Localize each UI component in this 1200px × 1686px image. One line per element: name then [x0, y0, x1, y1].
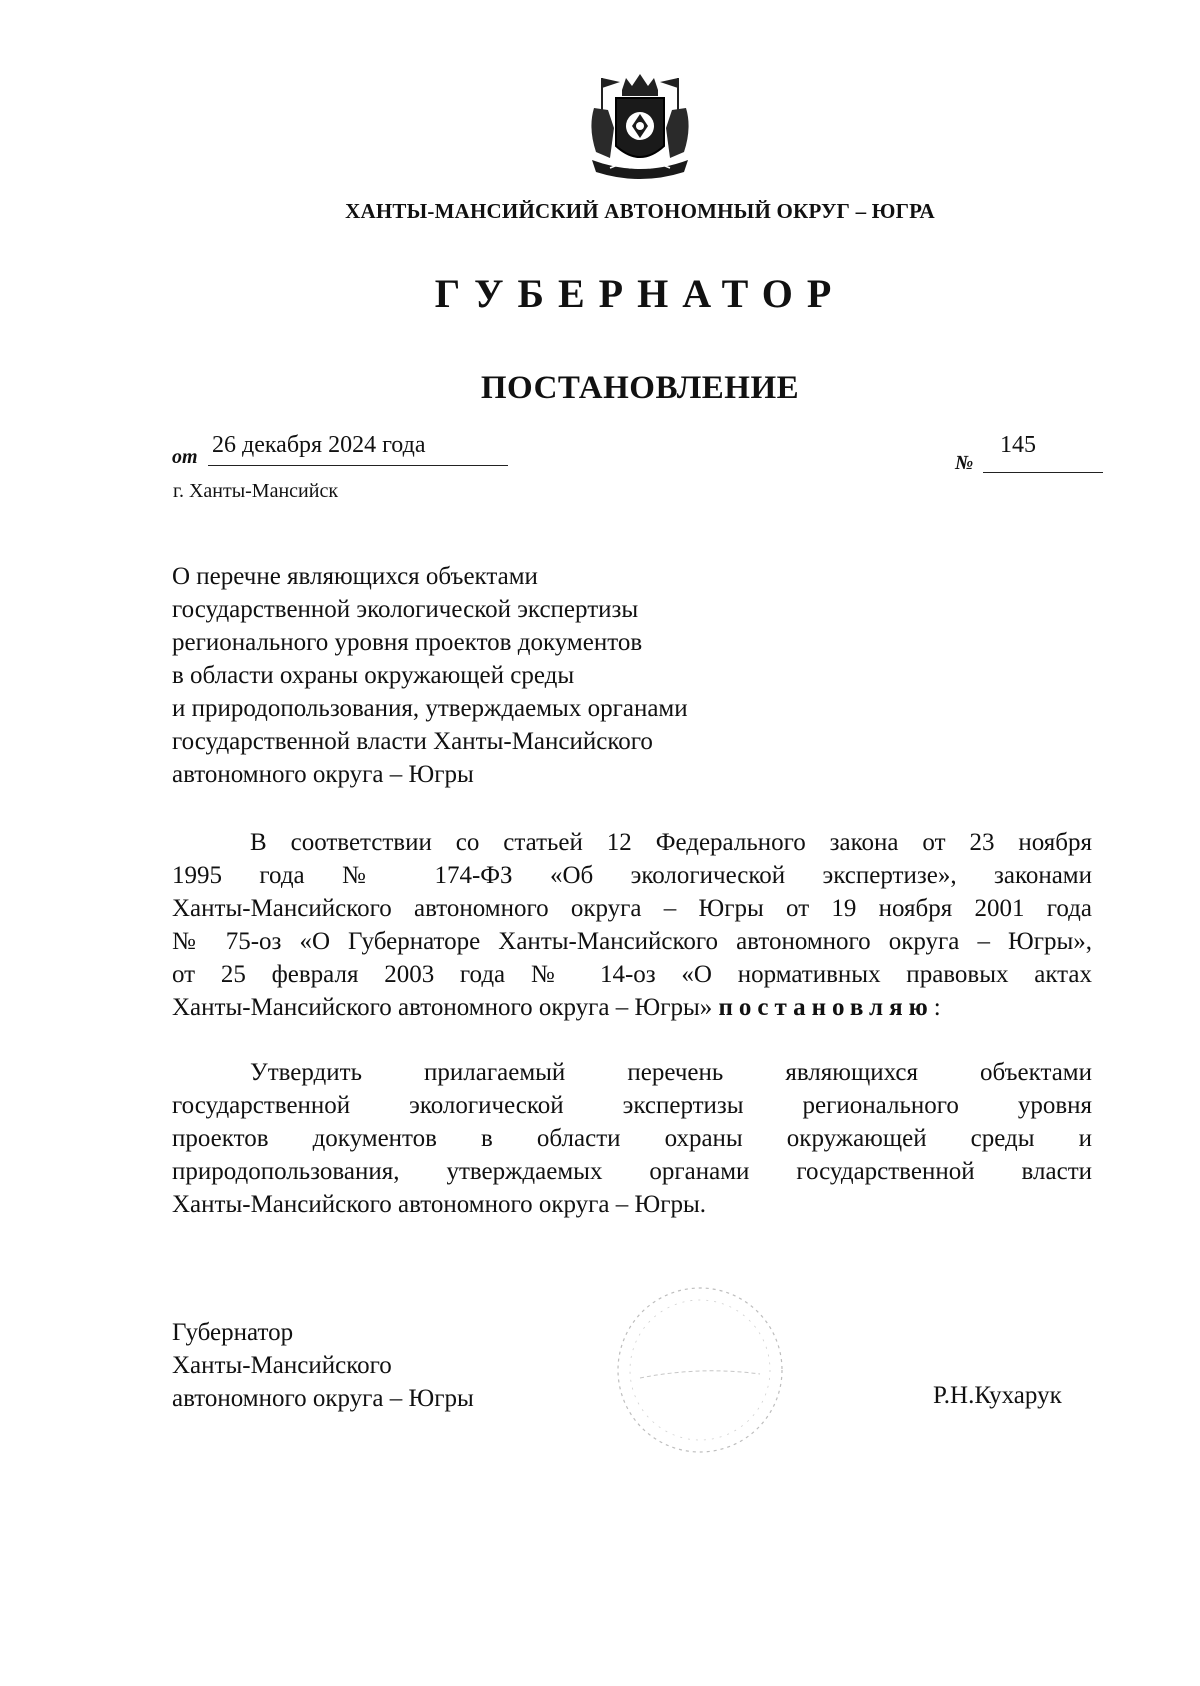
- paragraph-line: Утвердить прилагаемый перечень являющихся объектами: [250, 1059, 1092, 1086]
- signatory-name: Р.Н.Кухарук: [933, 1382, 1062, 1409]
- region-name: ХАНТЫ-МАНСИЙСКИЙ АВТОНОМНЫЙ ОКРУГ – ЮГРА: [345, 199, 935, 223]
- subject-line: автономного округа – Югры: [172, 761, 474, 788]
- subject-line: государственной власти Ханты-Мансийского: [172, 728, 653, 755]
- document-type: ПОСТАНОВЛЕНИЕ: [480, 370, 800, 406]
- date-value: 26 декабря 2024 года: [212, 432, 426, 458]
- subject-line: регионального уровня проектов документов: [172, 629, 643, 656]
- subject-line: государственной экологической экспертизы: [172, 596, 639, 623]
- decree-colon: :: [933, 994, 941, 1021]
- paragraph-line: от 25 февраля 2003 года № 14-оз «О нормативных правовых актах: [172, 961, 1092, 988]
- number-label: №: [955, 452, 974, 474]
- coat-of-arms-icon: [580, 68, 700, 188]
- paragraph-line-text: Ханты-Мансийского автономного округа – Югры»: [172, 994, 713, 1021]
- paragraph-last-line: [172, 991, 1092, 1024]
- governor-title: ГУБЕРНАТОР: [434, 271, 846, 316]
- document-subject: [172, 560, 688, 791]
- paragraph-line: проектов документов в области охраны окружающей среды и: [172, 1125, 1092, 1152]
- signatory-position-line: Губернатор: [172, 1319, 294, 1346]
- signatory-position-line: Ханты-Мансийского: [172, 1352, 392, 1379]
- preamble-paragraph: [172, 826, 1092, 1024]
- subject-line: и природопользования, утверждаемых органами: [172, 695, 688, 722]
- date-underline: [208, 465, 508, 466]
- paragraph-line: природопользования, утверждаемых органами государственной власти: [172, 1158, 1092, 1185]
- resolution-paragraph: [172, 1056, 1092, 1221]
- date-label: от: [172, 446, 198, 468]
- seal-stamp-icon: [600, 1270, 800, 1470]
- subject-line: О перечне являющихся объектами: [172, 563, 538, 590]
- city: г. Ханты-Мансийск: [173, 480, 339, 502]
- paragraph-line: государственной экологической экспертизы регионального уровня: [172, 1092, 1092, 1119]
- paragraph-line: Ханты-Мансийского автономного округа – Югры.: [172, 1191, 707, 1218]
- paragraph-line: № 75-оз «О Губернаторе Ханты-Мансийского автономного округа – Югры»,: [172, 928, 1092, 955]
- signatory-position-line: автономного округа – Югры: [172, 1385, 474, 1412]
- number-underline: [983, 472, 1103, 473]
- signatory-position: [172, 1316, 474, 1415]
- paragraph-line: В соответствии со статьей 12 Федерального закона от 23 ноября: [250, 829, 1092, 856]
- subject-line: в области охраны окружающей среды: [172, 662, 575, 689]
- number-value: 145: [1000, 432, 1036, 458]
- decree-word: постановляю: [718, 994, 934, 1021]
- paragraph-line: Ханты-Мансийского автономного округа – Югры от 19 ноября 2001 года: [172, 895, 1092, 922]
- paragraph-line: 1995 года № 174-ФЗ «Об экологической экспертизе», законами: [172, 862, 1092, 889]
